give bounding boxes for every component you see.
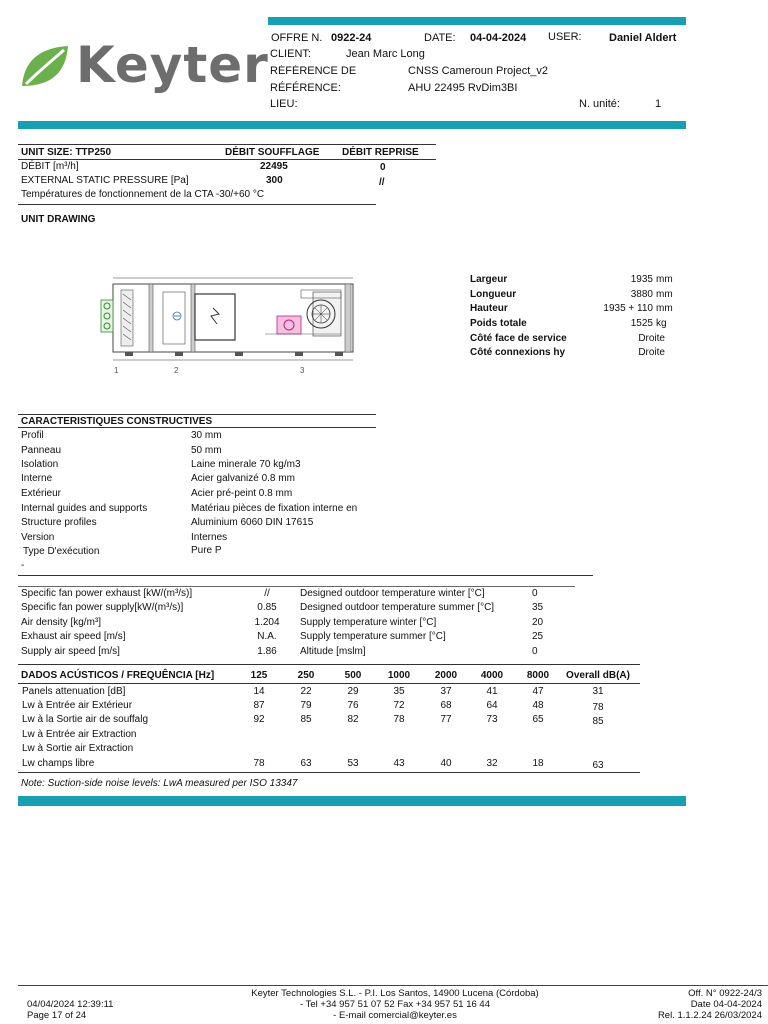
constructive-value: Acier galvanizé 0.8 mm	[191, 473, 295, 484]
acoustic-cell: 18	[532, 758, 544, 769]
unit-drawing-title: UNIT DRAWING	[21, 214, 96, 225]
header-bottom-bar	[18, 121, 686, 129]
unit-row-reprise: 0	[380, 162, 386, 173]
constructive-value: 30 mm	[191, 430, 222, 441]
unit-row-label: DÉBIT [m³/h]	[21, 161, 79, 172]
acoustic-row-label: Lw à Entrée air Extraction	[22, 729, 137, 740]
acoustic-cell: 35	[393, 686, 405, 697]
acoustic-cell: 78	[592, 702, 604, 713]
spec-left-value: 0.85	[257, 602, 277, 613]
acoustic-cell: 43	[393, 758, 405, 769]
spec-right-value: 20	[532, 617, 544, 628]
spec-right-label: Designed outdoor temperature winter [°C]	[300, 588, 485, 599]
unite-label: N. unité:	[579, 98, 620, 110]
dim-value: 1935 + 110	[603, 303, 653, 314]
spec-left-value: //	[264, 588, 270, 599]
debit-soufflage-header: DÉBIT SOUFFLAGE	[225, 147, 320, 158]
acoustic-cell: 73	[486, 714, 498, 725]
acoustic-cell: 31	[592, 686, 604, 697]
leaf-icon	[18, 44, 70, 90]
acoustic-cell: 63	[592, 760, 604, 771]
date-value: 04-04-2024	[470, 32, 527, 44]
acoustic-cell: 92	[253, 714, 265, 725]
spec-left-value: N.A.	[257, 631, 277, 642]
acoustic-row-label: Lw à Sortie air Extraction	[22, 743, 134, 754]
acoustic-cell: 72	[393, 700, 405, 711]
acoustic-cell: 78	[393, 714, 405, 725]
footer-page: Page 17 of 24	[27, 1010, 87, 1021]
dim-label: Largeur	[470, 274, 508, 285]
footer-company: Keyter Technologies S.L. - P.I. Los Santos, 14900 Lucena (Córdoba)	[251, 988, 539, 999]
header-top-bar	[268, 17, 686, 25]
spec-left-label: Exhaust air speed [m/s]	[21, 631, 126, 642]
date-label: DATE:	[424, 32, 456, 44]
spec-right-label: Altitude [mslm]	[300, 646, 366, 657]
constructive-label: Interne	[21, 473, 53, 484]
constructive-value: Internes	[191, 532, 228, 543]
constructives-header-rule	[18, 427, 376, 428]
content-bottom-bar	[18, 796, 686, 806]
acoustic-freq-header: 4000	[480, 670, 504, 681]
unit-top-rule	[18, 144, 436, 145]
acoustic-cell: 85	[300, 714, 312, 725]
temperature-line: Températures de fonctionnement de la CTA -30/+60 °C	[21, 189, 265, 200]
unit-drawing	[95, 270, 365, 370]
constructive-value: Matériau pièces de fixation interne en	[191, 503, 358, 514]
unit-row-soufflage: 300	[266, 175, 283, 186]
specs-header-rule	[18, 586, 575, 587]
spec-right-label: Designed outdoor temperature summer [°C]	[300, 602, 495, 613]
specs-top-rule	[18, 575, 593, 576]
unit-size-label: UNIT SIZE: TTP250	[21, 147, 112, 158]
offre-value: 0922-24	[331, 32, 372, 44]
dim-label: Côté connexions hy	[470, 347, 566, 358]
spec-left-label: Air density [kg/m³]	[21, 617, 102, 628]
acoustic-row-label: Panels attenuation [dB]	[22, 686, 126, 697]
acoustic-cell: 85	[592, 716, 604, 727]
constructive-dash: -	[21, 560, 25, 571]
acoustic-row-label: Lw à la Sortie air de souffalg	[22, 714, 149, 725]
constructive-label: Profil	[21, 430, 44, 441]
unit-row-soufflage: 22495	[260, 161, 288, 172]
spec-right-value: 0	[532, 646, 538, 657]
brand-name: Keyter	[76, 36, 269, 94]
acoustic-row-label: Lw à Entrée air Extérieur	[22, 700, 133, 711]
spec-right-value: 0	[532, 588, 538, 599]
unit-row-reprise: //	[379, 177, 385, 188]
dim-label: Poids totale	[470, 318, 527, 329]
unite-value: 1	[655, 98, 662, 110]
spec-left-label: Supply air speed [m/s]	[21, 646, 120, 657]
acoustic-cell: 47	[532, 686, 544, 697]
client-label: CLIENT:	[270, 48, 311, 60]
constructives-title: CARACTERISTIQUES CONSTRUCTIVES	[21, 416, 213, 427]
reference-label: RÉFÉRENCE:	[270, 82, 341, 94]
acoustic-cell: 87	[253, 700, 265, 711]
footer-date: Date 04-04-2024	[690, 999, 762, 1010]
constructive-value: Pure P	[191, 545, 222, 556]
unit-bottom-rule	[18, 204, 376, 205]
spec-left-label: Specific fan power supply[kW/(m³/s)]	[21, 602, 184, 613]
drawing-section-label: 3	[300, 366, 305, 375]
constructive-label: Version	[21, 532, 55, 543]
acoustic-top-rule	[18, 664, 640, 665]
dim-unit: kg	[656, 318, 667, 329]
acoustic-cell: 63	[300, 758, 312, 769]
constructive-label: Structure profiles	[21, 517, 97, 528]
dim-label: Hauteur	[470, 303, 508, 314]
constructive-value: Laine minerale 70 kg/m3	[191, 459, 301, 470]
constructives-top-rule	[18, 414, 376, 415]
constructive-label: Internal guides and supports	[21, 503, 148, 514]
dim-value: Droite	[638, 347, 665, 358]
offre-label: OFFRE N.	[271, 32, 323, 44]
spec-left-label: Specific fan power exhaust [kW/(m³/s)]	[21, 588, 193, 599]
constructive-value: Aluminium 6060 DIN 17615	[191, 517, 314, 528]
acoustic-row-label: Lw champs libre	[22, 758, 95, 769]
acoustic-bottom-rule	[18, 772, 640, 773]
acoustic-cell: 40	[440, 758, 452, 769]
spec-right-value: 35	[532, 602, 544, 613]
debit-reprise-header: DÉBIT REPRISE	[342, 147, 419, 158]
user-label: USER:	[548, 31, 582, 43]
unit-row-label: EXTERNAL STATIC PRESSURE [Pa]	[21, 175, 189, 186]
acoustic-freq-header: 125	[250, 670, 268, 681]
ref-projet-value: CNSS Cameroun Project_v2	[408, 65, 549, 77]
spec-right-value: 25	[532, 631, 544, 642]
dim-label: Côté face de service	[470, 333, 567, 344]
acoustic-cell: 48	[532, 700, 544, 711]
dim-value: 1935	[630, 274, 653, 285]
dim-unit: mm	[656, 274, 673, 285]
dim-unit: mm	[656, 289, 673, 300]
constructive-label: Isolation	[21, 459, 59, 470]
acoustic-cell: 14	[253, 686, 265, 697]
acoustic-cell: 82	[347, 714, 359, 725]
lieu-label: LIEU:	[270, 98, 298, 110]
acoustic-cell: 41	[486, 686, 498, 697]
client-value: Jean Marc Long	[346, 48, 425, 60]
acoustic-title: DADOS ACÚSTICOS / FREQUÊNCIA [Hz]	[21, 670, 215, 681]
constructive-label: Panneau	[21, 445, 62, 456]
acoustic-cell: 37	[440, 686, 452, 697]
acoustic-note: Note: Suction-side noise levels: LwA measured per ISO 13347	[21, 778, 298, 789]
acoustic-cell: 68	[440, 700, 452, 711]
spec-left-value: 1.86	[257, 646, 277, 657]
acoustic-header-rule	[18, 683, 640, 684]
constructive-value: 50 mm	[191, 445, 222, 456]
acoustic-cell: 32	[486, 758, 498, 769]
dim-value: 3880	[630, 289, 653, 300]
acoustic-cell: 29	[347, 686, 359, 697]
footer-email: - E-mail comercial@keyter.es	[333, 1010, 457, 1021]
dim-label: Longueur	[470, 289, 517, 300]
acoustic-freq-header: 500	[344, 670, 362, 681]
dim-value: 1525	[630, 318, 653, 329]
acoustic-cell: 22	[300, 686, 312, 697]
ref-projet-label: RÉFÉRENCE DE	[270, 65, 357, 77]
spec-left-value: 1.204	[254, 617, 280, 628]
constructive-label: Extérieur	[21, 488, 62, 499]
drawing-section-label: 1	[114, 366, 119, 375]
dim-value: Droite	[638, 333, 665, 344]
unit-header-rule	[18, 159, 436, 160]
footer-datetime: 04/04/2024 12:39:11	[27, 999, 114, 1010]
acoustic-freq-header: 1000	[387, 670, 411, 681]
acoustic-cell: 79	[300, 700, 312, 711]
drawing-section-label: 2	[174, 366, 179, 375]
user-value: Daniel Aldert	[609, 32, 677, 44]
footer-offre: Off. N° 0922-24/3	[688, 988, 762, 999]
constructive-value: Acier pré-peint 0.8 mm	[191, 488, 293, 499]
keyter-logo	[18, 36, 269, 100]
spec-right-label: Supply temperature winter [°C]	[300, 617, 437, 628]
acoustic-cell: 65	[532, 714, 544, 725]
acoustic-freq-header: Overall dB(A)	[566, 670, 630, 681]
footer-rule	[18, 985, 768, 986]
footer-phone: - Tel +34 957 51 07 52 Fax +34 957 51 16 44	[300, 999, 490, 1010]
acoustic-cell: 53	[347, 758, 359, 769]
reference-value: AHU 22495 RvDim3BI	[408, 82, 518, 94]
acoustic-cell: 78	[253, 758, 265, 769]
acoustic-freq-header: 250	[297, 670, 315, 681]
acoustic-freq-header: 2000	[434, 670, 458, 681]
constructive-label: Type D'exécution	[23, 546, 100, 557]
acoustic-freq-header: 8000	[526, 670, 550, 681]
dim-unit: mm	[656, 303, 673, 314]
footer-release: Rel. 1.1.2.24 26/03/2024	[657, 1010, 762, 1021]
spec-right-label: Supply temperature summer [°C]	[300, 631, 446, 642]
acoustic-cell: 64	[486, 700, 498, 711]
acoustic-cell: 77	[440, 714, 452, 725]
acoustic-cell: 76	[347, 700, 359, 711]
